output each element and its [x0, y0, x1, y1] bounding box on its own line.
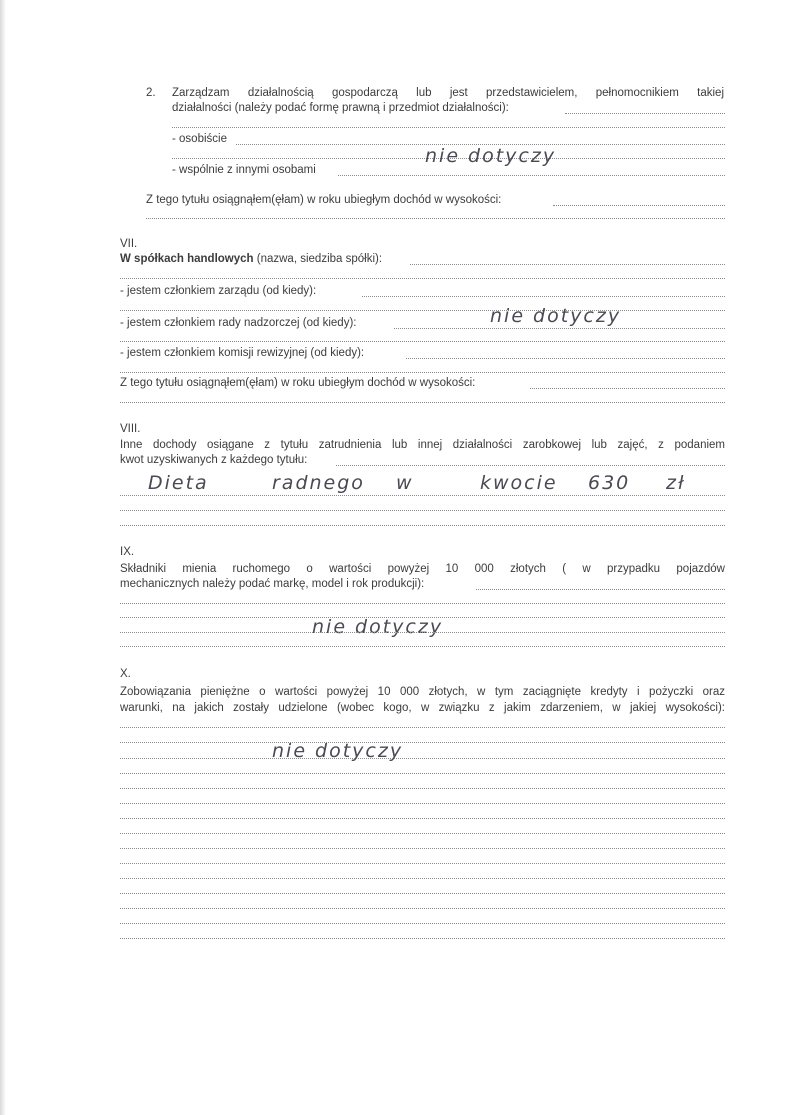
income-answer-word-3: w: [396, 472, 414, 494]
dotted-line: [120, 818, 725, 819]
section-viii-line-2: kwot uzyskiwanych z każdego tytułu:: [120, 454, 308, 466]
liabilities-handwritten-answer: nie dotyczy: [272, 740, 404, 762]
section-x-line-2: warunki, na jakich zostały udzielone (wobec kogo, w związku z jakim zdarzeniem, w jakiej wysokości):: [120, 702, 725, 714]
dotted-line: [476, 589, 725, 590]
dotted-line: [120, 938, 725, 939]
dotted-line: [120, 310, 725, 311]
dotted-line: [172, 127, 725, 128]
dotted-line: [120, 803, 725, 804]
dotted-line: [120, 742, 725, 743]
dotted-line: [362, 296, 725, 297]
item-2-line-2: działalności (należy podać formę prawną i przedmiot działalności):: [172, 102, 509, 114]
item-2-line-1: Zarządzam działalnością gospodarczą lub jest przedstawicielem, pełnomocnikiem takiej: [172, 87, 724, 99]
section-vii-heading: [120, 252, 382, 266]
income-answer-word-6: zł: [666, 472, 686, 494]
section-x-line-1: Zobowiązania pieniężne o wartości powyżej 10 000 złotych, w tym zaciągnięte kredyty i pożyczki oraz: [120, 686, 725, 698]
supervisory-handwritten-answer: nie dotyczy: [490, 305, 622, 327]
item-2-number: 2.: [146, 87, 156, 99]
board-member-label: - jestem członkiem zarządu (od kiedy):: [120, 285, 317, 297]
dotted-line: [120, 788, 725, 789]
income-answer-word-5: 630: [588, 472, 631, 494]
dotted-line: [120, 632, 725, 633]
section-viii-numeral: VIII.: [120, 423, 141, 435]
dotted-line: [120, 372, 725, 373]
dotted-line: [120, 727, 725, 728]
dotted-line: [120, 878, 725, 879]
dotted-line: [120, 278, 725, 279]
dotted-line: [120, 402, 725, 403]
audit-committee-label: - jestem członkiem komisji rewizyjnej (od kiedy):: [120, 347, 365, 359]
dotted-line: [120, 863, 725, 864]
dotted-line: [120, 923, 725, 924]
scan-edge: [0, 0, 6, 1115]
dotted-line: [406, 358, 725, 359]
dotted-line: [553, 205, 725, 206]
supervisory-board-label: - jestem członkiem rady nadzorczej (od kiedy):: [120, 317, 357, 329]
dotted-line: [120, 833, 725, 834]
personally-label: - osobiście: [172, 133, 227, 145]
dotted-line: [120, 646, 725, 647]
jointly-label: - wspólnie z innymi osobami: [172, 164, 316, 176]
dotted-line: [120, 495, 725, 496]
section-ix-line-1: Składniki mienia ruchomego o wartości powyżej 10 000 złotych ( w przypadku pojazdów: [120, 563, 725, 575]
section-ix-line-2: mechanicznych należy podać markę, model i rok produkcji):: [120, 578, 425, 590]
dotted-line: [338, 175, 725, 176]
movable-property-handwritten-answer: nie dotyczy: [312, 616, 444, 638]
dotted-line: [120, 893, 725, 894]
dotted-line: [120, 341, 725, 342]
dotted-line: [565, 113, 725, 114]
dotted-line: [120, 773, 725, 774]
dotted-line: [394, 328, 725, 329]
dotted-line: [120, 525, 725, 526]
dotted-line: [120, 758, 725, 759]
jointly-handwritten-answer: nie dotyczy: [425, 145, 557, 167]
section-vi-income-label: Z tego tytułu osiągnąłem(ęłam) w roku ubiegłym dochód w wysokości:: [146, 194, 502, 206]
section-viii-line-1: Inne dochody osiągane z tytułu zatrudnienia lub innej działalności zarobkowej lub zajęć, z podaniem: [120, 439, 725, 451]
income-answer-word-1: Dieta: [148, 472, 209, 494]
dotted-line: [120, 908, 725, 909]
dotted-line: [120, 510, 725, 511]
section-vii-heading-rest: (nazwa, siedziba spółki):: [253, 253, 383, 265]
dotted-line: [120, 848, 725, 849]
dotted-line: [530, 388, 725, 389]
section-vii-heading-bold: W spółkach handlowych: [120, 253, 254, 265]
dotted-line: [336, 465, 725, 466]
section-x-numeral: X.: [120, 668, 131, 680]
section-vii-numeral: VII.: [120, 238, 138, 250]
dotted-line: [410, 264, 725, 265]
section-ix-numeral: IX.: [120, 546, 135, 558]
dotted-line: [120, 603, 725, 604]
dotted-line: [146, 218, 725, 219]
section-vii-income-label: Z tego tytułu osiągnąłem(ęłam) w roku ubiegłym dochód w wysokości:: [120, 377, 476, 389]
income-answer-word-4: kwocie: [480, 472, 558, 494]
income-answer-word-2: radnego: [272, 472, 365, 494]
